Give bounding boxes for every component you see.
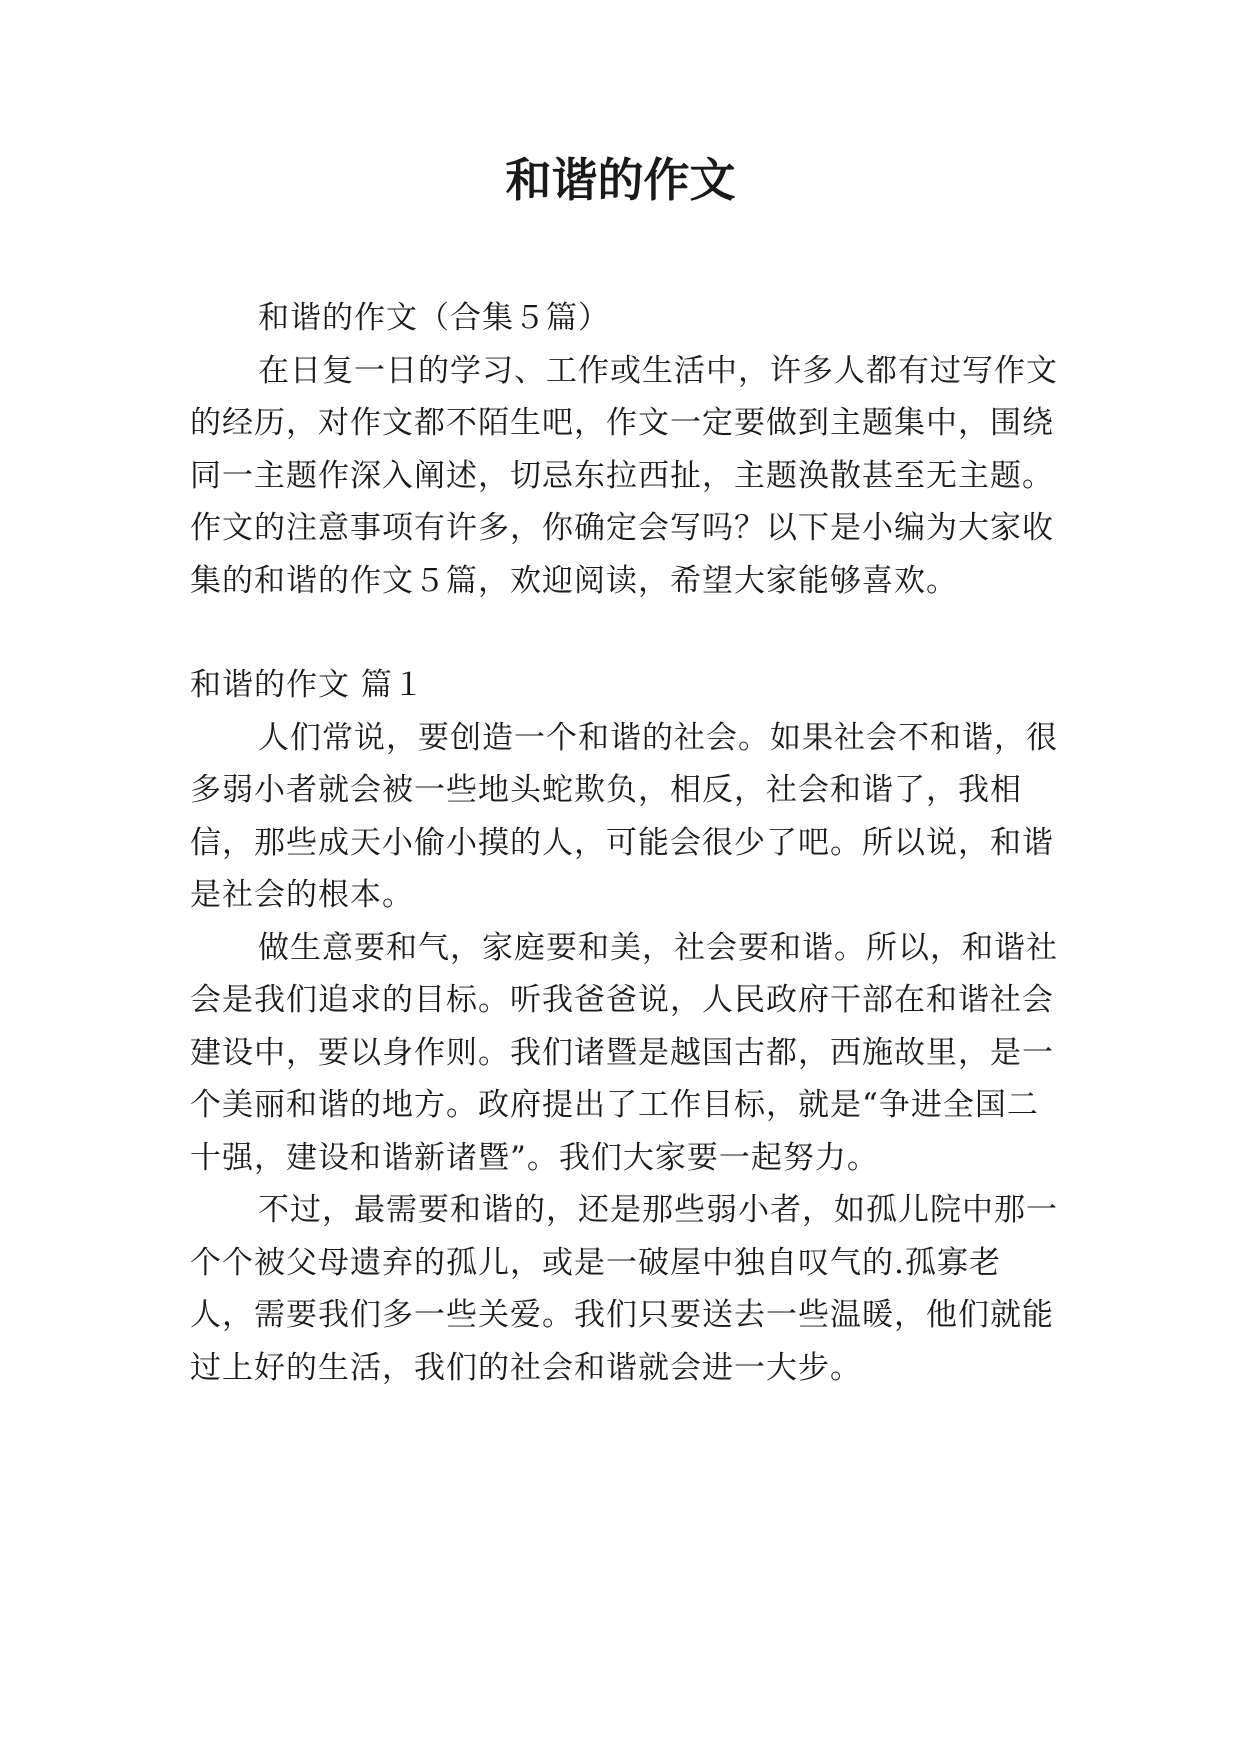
document-title: 和谐的作文 [505,153,736,207]
document-subtitle: 和谐的作文（合集５篇） [258,300,610,336]
intro-paragraph: 在日复一日的学习、工作或生活中，许多人都有过写作文的经历，对作文都不陌生吧，作文一定要做到主题集中，围绕同一主题作深入阐述，切忌东拉西扯，主题涣散甚至无主题。作文的注意事项有许多，你确定会写吗？以下是小编为大家收集的和谐的作文５篇，欢迎阅读，希望大家能够喜欢。 [190,352,1058,599]
section-spacer [190,607,1058,659]
section-heading: 和谐的作文 篇１ [190,667,425,703]
body-paragraph: 不过，最需要和谐的，还是那些弱小者，如孤儿院中那一个个被父母遗弃的孤儿，或是一破屋中独自叹气的.孤寡老人，需要我们多一些关爱。我们只要送去一些温暖，他们就能过上好的生活，我们的社会和谐就会进一大步。 [190,1192,1058,1386]
document-body [190,292,1058,1394]
body-paragraph: 做生意要和气，家庭要和美，社会要和谐。所以，和谐社会是我们追求的目标。听我爸爸说，人民政府干部在和谐社会建设中，要以身作则。我们诸暨是越国古都，西施故里，是一个美丽和谐的地方。政府提出了工作目标，就是“争进全国二十强，建设和谐新诸暨”。我们大家要一起努力。 [190,929,1058,1176]
body-paragraph: 人们常说，要创造一个和谐的社会。如果社会不和谐，很多弱小者就会被一些地头蛇欺负，相反，社会和谐了，我相信，那些成天小偷小摸的人，可能会很少了吧。所以说，和谐是社会的根本。 [190,719,1058,913]
